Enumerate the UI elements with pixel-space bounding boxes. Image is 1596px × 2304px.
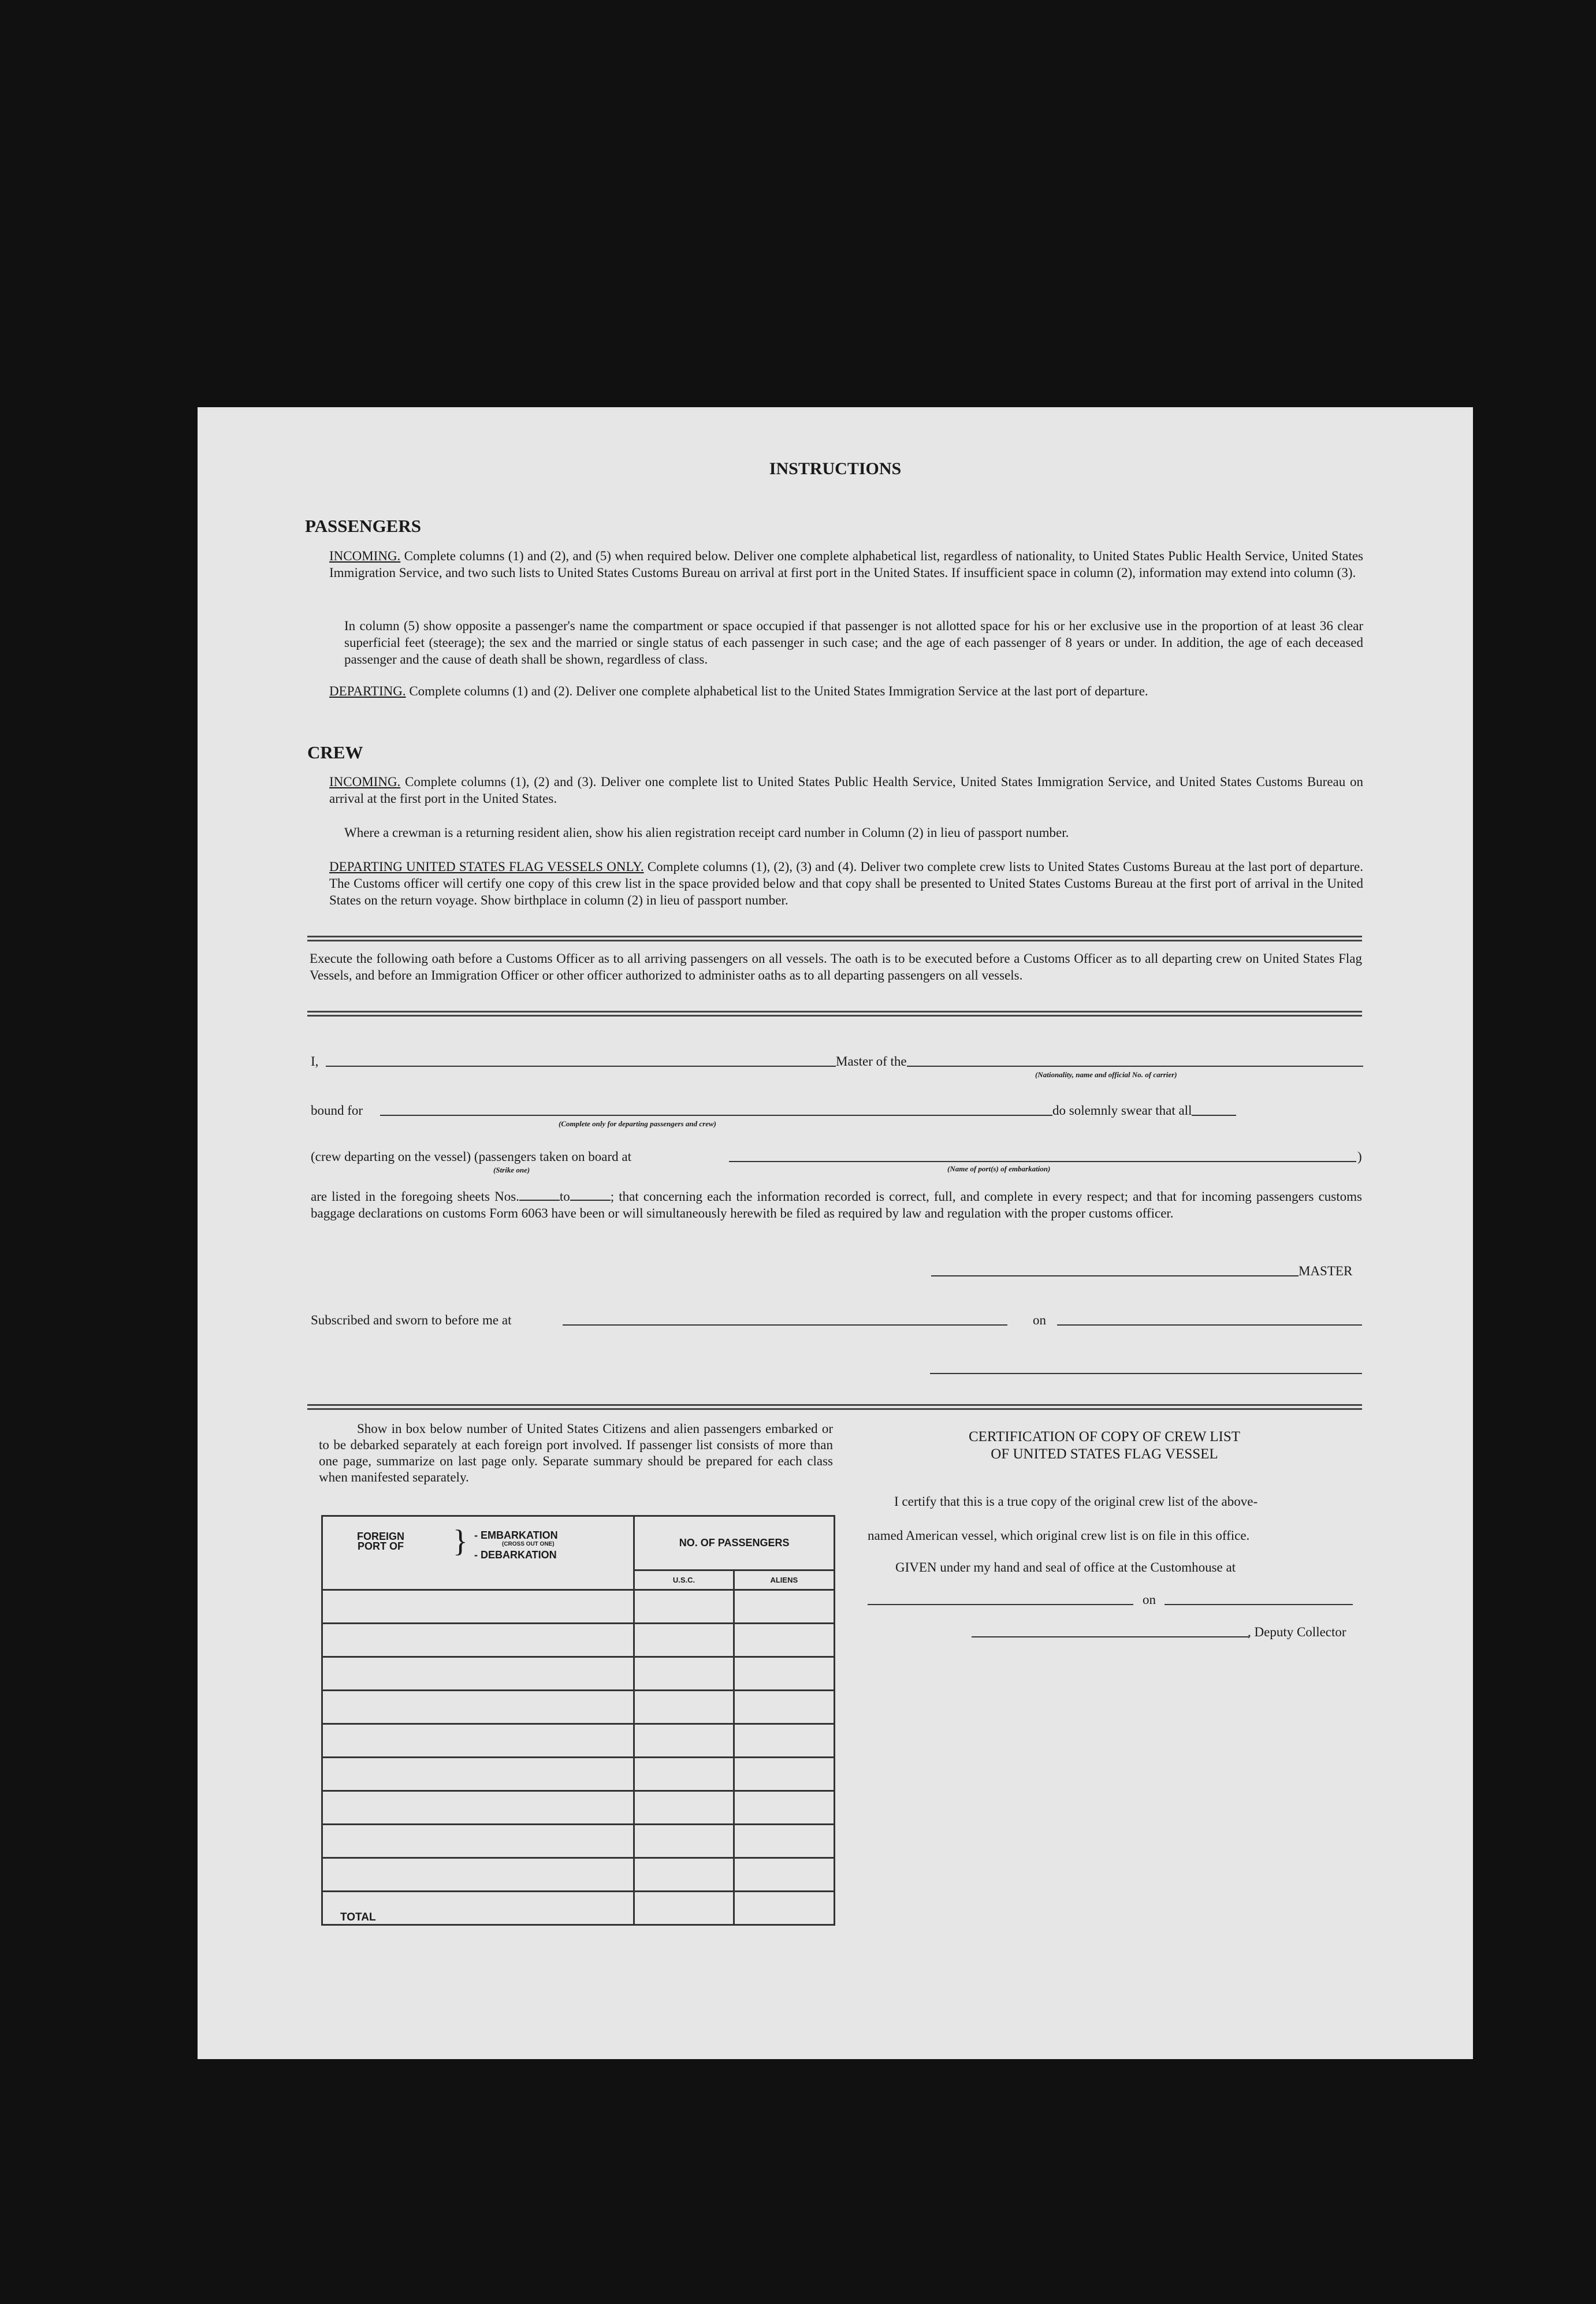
sheet-to-line[interactable]	[570, 1200, 611, 1201]
crew-departing-paragraph	[329, 858, 1363, 909]
sworn-on-label: on	[1033, 1313, 1046, 1327]
aliens-cell[interactable]	[734, 1858, 834, 1892]
aliens-cell[interactable]	[734, 1590, 834, 1624]
usc-cell[interactable]	[634, 1657, 734, 1691]
crew-passengers-label: (crew departing on the vessel) (passengers taken on board at	[311, 1149, 631, 1164]
divider	[307, 1404, 1362, 1410]
sworn-place-line[interactable]	[563, 1324, 1007, 1326]
certification-text-2: named American vessel, which original crew list is on file in this office.	[868, 1528, 1250, 1543]
listed-text-1: are listed in the foregoing sheets Nos.	[311, 1189, 519, 1204]
carrier-line[interactable]	[927, 1066, 1363, 1067]
deputy-signature-line[interactable]	[972, 1636, 1249, 1637]
foreign-port-label: FOREIGN PORT OF	[356, 1531, 404, 1552]
certification-text-3: GIVEN under my hand and seal of office at the Customhouse at	[895, 1560, 1236, 1575]
usc-cell[interactable]	[634, 1590, 734, 1624]
strike-caption: (Strike one)	[493, 1166, 530, 1174]
embarkation-port-line[interactable]	[729, 1161, 1356, 1162]
passengers-departing-text: Complete columns (1) and (2). Deliver one complete alphabetical list to the United States Immigration Service at the last port of departure.	[405, 684, 1148, 698]
customhouse-line[interactable]	[868, 1604, 1133, 1605]
to-label: to	[559, 1189, 570, 1204]
aliens-cell[interactable]	[734, 1791, 834, 1825]
sworn-date-line[interactable]	[1057, 1324, 1362, 1326]
crew-incoming-paragraph	[329, 773, 1363, 807]
usc-cell[interactable]	[634, 1624, 734, 1657]
aliens-cell[interactable]	[734, 1691, 834, 1724]
usc-cell[interactable]	[634, 1758, 734, 1791]
crew-departing-label: DEPARTING UNITED STATES FLAG VESSELS ONLY.	[329, 859, 644, 874]
port-cell[interactable]	[322, 1791, 634, 1825]
port-header	[322, 1516, 634, 1590]
port-cell[interactable]	[322, 1590, 634, 1624]
certification-on-label: on	[1143, 1592, 1156, 1607]
usc-cell[interactable]	[634, 1825, 734, 1858]
certification-title	[868, 1428, 1341, 1463]
crew-heading: CREW	[307, 742, 363, 762]
aliens-cell[interactable]	[734, 1758, 834, 1791]
usc-header: U.S.C.	[634, 1570, 734, 1590]
aliens-cell[interactable]	[734, 1657, 834, 1691]
master-of-label: Master of the	[836, 1054, 907, 1069]
passengers-column5-paragraph: In column (5) show opposite a passenger's name the compartment or space occupied if that passenger is not allotted space for his or her exclusive use in the proportion of at least 36 clear superficial feet (steerage); the sex and the married or single status of each passenger in such case; and the age of each passenger of 8 years or under. In addition, the age of each deceased passenger and the cause of death shall be shown, regardless of class.	[344, 619, 1363, 667]
no-of-passengers-header: NO. OF PASSENGERS	[634, 1516, 835, 1570]
close-paren: )	[1357, 1149, 1362, 1164]
passengers-heading: PASSENGERS	[305, 516, 421, 536]
passengers-incoming-text: Complete columns (1) and (2), and (5) when required below. Deliver one complete alphabetical list, regardless of nationality, to United States Public Health Service, United States Immigration Service, and two such lists to United States Customs Bureau on arrival at first port in the United States. If insufficient space in column (2), information may extend into column (3).	[329, 549, 1363, 580]
passenger-summary-table	[321, 1515, 835, 1926]
port-cell[interactable]	[322, 1691, 634, 1724]
officer-signature-line[interactable]	[930, 1373, 1362, 1374]
usc-cell[interactable]	[634, 1691, 734, 1724]
divider	[307, 1011, 1362, 1017]
passengers-departing-paragraph	[329, 683, 1363, 699]
cross-out-label: (CROSS OUT ONE)	[502, 1541, 555, 1547]
passengers-incoming-paragraph	[329, 548, 1363, 581]
port-cell[interactable]	[322, 1624, 634, 1657]
summary-instructions-text: Show in box below number of United States Citizens and alien passengers embarked or to be debarked separately at each foreign port involved. If passenger list consists of more than one page, summarize on last page only. Separate summary should be prepared for each class when manifested separately.	[319, 1421, 833, 1484]
passengers-incoming-label: INCOMING.	[329, 549, 401, 563]
aliens-cell[interactable]	[734, 1624, 834, 1657]
bound-for-label: bound for	[311, 1103, 363, 1118]
page-title: INSTRUCTIONS	[769, 459, 902, 478]
deputy-collector-label: , Deputy Collector	[1248, 1625, 1346, 1639]
certification-title-line2: OF UNITED STATES FLAG VESSEL	[991, 1446, 1218, 1462]
aliens-total-cell[interactable]	[734, 1892, 834, 1925]
brace-icon: }	[453, 1524, 468, 1558]
port-cell[interactable]	[322, 1858, 634, 1892]
passengers-departing-label: DEPARTING.	[329, 684, 406, 698]
certification-text-1: I certify that this is a true copy of the original crew list of the above-	[894, 1494, 1258, 1509]
subscribed-label: Subscribed and sworn to before me at	[311, 1313, 512, 1327]
divider	[307, 936, 1362, 941]
aliens-cell[interactable]	[734, 1724, 834, 1758]
port-cell[interactable]	[322, 1825, 634, 1858]
debarkation-label: - DEBARKATION	[474, 1549, 557, 1561]
aliens-cell[interactable]	[734, 1825, 834, 1858]
form-page	[198, 407, 1473, 2059]
master-signature-line[interactable]	[931, 1275, 1299, 1276]
crew-resident-paragraph: Where a crewman is a returning resident alien, show his alien registration receipt card number in Column (2) in lieu of passport number.	[344, 825, 1069, 840]
master-label: MASTER	[1299, 1264, 1353, 1278]
crew-departing-text: Complete columns (1), (2), (3) and (4). Deliver two complete crew lists to United States Customs Bureau at the last port of departure. The Customs officer will certify one copy of this crew list in the space provided below and that copy shall be presented to United States Customs Bureau at the first port of arrival in the United States on the return voyage. Show birthplace in column (2) in lieu of passport number.	[329, 859, 1364, 907]
summary-instructions	[319, 1421, 833, 1486]
crew-incoming-label: INCOMING.	[329, 775, 401, 789]
port-cell[interactable]	[322, 1758, 634, 1791]
aliens-header: ALIENS	[734, 1570, 834, 1590]
total-label: TOTAL	[322, 1892, 634, 1925]
port-cell[interactable]	[322, 1657, 634, 1691]
port-caption: (Name of port(s) of embarkation)	[947, 1164, 1051, 1173]
bound-caption: (Complete only for departing passengers and crew)	[559, 1119, 716, 1128]
listed-text-2: ; that concerning each the information recorded is correct, full, and complete in every respect; and that for incoming passengers customs baggage declarations on customs Form 6063 have been or will simultaneously herewith be filed as required by law and regulation with the proper customs officer.	[311, 1189, 1362, 1220]
usc-total-cell[interactable]	[634, 1892, 734, 1925]
port-cell[interactable]	[322, 1724, 634, 1758]
carrier-caption: (Nationality, name and official No. of carrier)	[1035, 1070, 1177, 1079]
oath-i-label: I,	[311, 1054, 319, 1069]
crew-incoming-text: Complete columns (1), (2) and (3). Deliver one complete list to United States Public Health Service, United States Immigration Service, and United States Customs Bureau on arrival at the first port in the United States.	[329, 775, 1363, 806]
certification-title-line1: CERTIFICATION OF COPY OF CREW LIST	[968, 1429, 1241, 1445]
usc-cell[interactable]	[634, 1724, 734, 1758]
sheet-from-line[interactable]	[519, 1200, 560, 1201]
usc-cell[interactable]	[634, 1791, 734, 1825]
oath-instructions: Execute the following oath before a Customs Officer as to all arriving passengers on all vessels. The oath is to be executed before a Customs Officer as to all departing crew on United States Flag Vessels, and before an Immigration Officer or other officer authorized to administer oaths as to all departing passengers on all vessels.	[310, 951, 1362, 982]
swear-label: do solemnly swear that all	[1052, 1103, 1192, 1118]
usc-cell[interactable]	[634, 1858, 734, 1892]
listed-paragraph	[311, 1188, 1362, 1222]
embarkation-label: - EMBARKATION	[474, 1529, 558, 1541]
certification-date-line[interactable]	[1165, 1604, 1353, 1605]
